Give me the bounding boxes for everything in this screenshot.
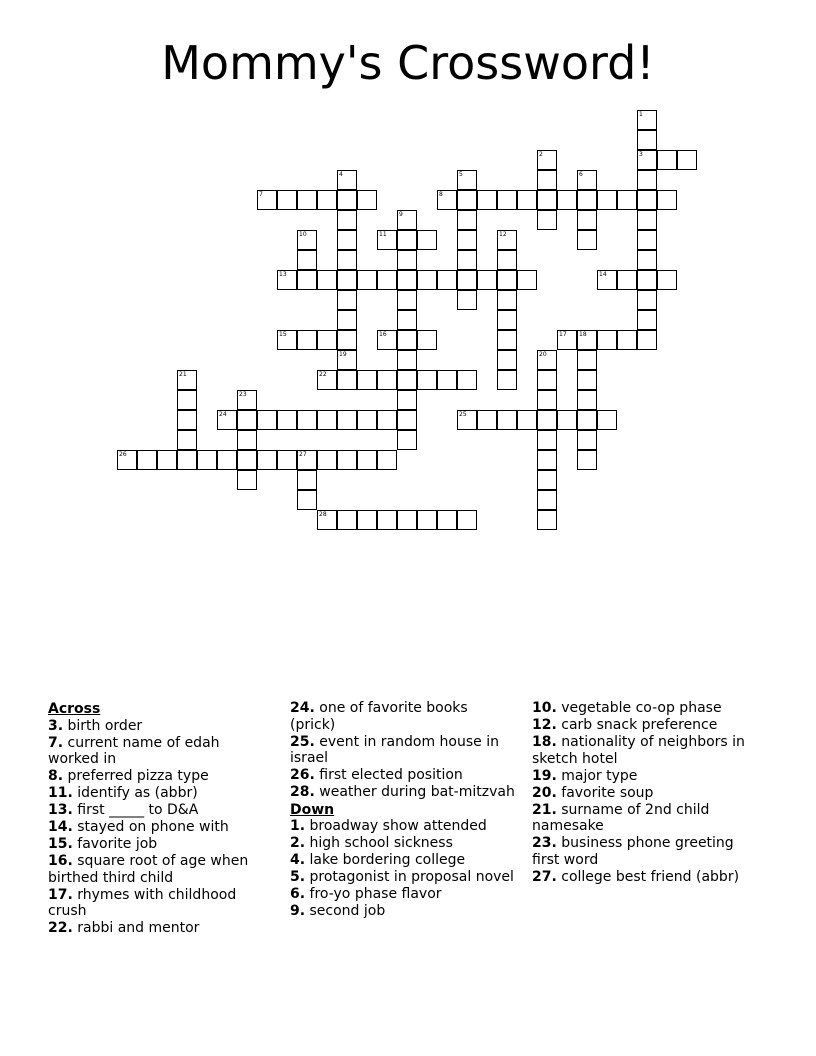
grid-cell[interactable] [237,450,257,470]
grid-cell[interactable] [477,270,497,290]
clue-number: 13 [279,271,287,278]
clue-item [290,767,515,784]
clues-column-3 [532,700,764,886]
clue-text: fro-yo phase flavor [305,886,442,902]
grid-cell[interactable] [317,450,337,470]
clue-number: 4 [339,171,343,178]
grid-cell[interactable] [437,190,457,210]
clue-text: current name of edah worked in [48,734,220,767]
clue-number: 12 [499,231,507,238]
grid-cell[interactable] [637,130,657,150]
clue-number: 24 [219,411,227,418]
grid-cell[interactable] [397,230,417,250]
clue-item [290,734,515,767]
grid-cell[interactable] [117,450,137,470]
clue-number: 21. [532,801,557,818]
grid-cell[interactable] [357,450,377,470]
clue-item [48,785,273,802]
grid-cell[interactable] [637,270,657,290]
clue-number: 16. [48,853,73,869]
grid-cell[interactable] [497,270,517,290]
grid-cell[interactable] [437,370,457,390]
clue-item [532,768,764,785]
clue-text: preferred pizza type [63,768,209,784]
clue-number: 11 [379,231,387,238]
grid-cell[interactable] [277,410,297,430]
grid-cell[interactable] [577,190,597,210]
grid-cell[interactable] [537,190,557,210]
grid-cell[interactable] [457,270,477,290]
grid-cell[interactable] [657,190,677,210]
clue-number: 22 [319,371,327,378]
clue-text: square root of age when birthed third child [48,853,249,886]
clue-text: business phone greeting first word [532,835,734,868]
grid-cell[interactable] [617,190,637,210]
clue-text: event in random house in israel [290,733,499,766]
clue-text: carb snack preference [556,717,718,733]
grid-cell[interactable] [177,370,197,390]
clue-number: 20. [532,784,557,801]
grid-cell[interactable] [497,330,517,350]
grid-cell[interactable] [277,190,297,210]
clue-item [532,717,764,734]
clue-number: 19 [339,351,347,358]
grid-cell[interactable] [577,350,597,370]
grid-cell[interactable] [497,250,517,270]
grid-cell[interactable] [417,510,437,530]
clue-text: high school sickness [305,835,453,851]
grid-cell[interactable] [197,450,217,470]
grid-cell[interactable] [357,410,377,430]
grid-cell[interactable] [297,450,317,470]
clue-number: 10 [299,231,307,238]
grid-cell[interactable] [477,410,497,430]
grid-cell[interactable] [637,210,657,230]
grid-cell[interactable] [557,330,577,350]
clue-item [290,818,515,835]
clue-number: 28 [319,511,327,518]
clue-number: 5 [459,171,463,178]
grid-cell[interactable] [377,270,397,290]
clue-item [48,887,273,920]
clue-item [532,700,764,717]
clue-text: one of favorite books (prick) [290,700,468,733]
grid-cell[interactable] [417,330,437,350]
grid-cell[interactable] [637,190,657,210]
grid-cell[interactable] [537,370,557,390]
grid-cell[interactable] [377,370,397,390]
grid-cell[interactable] [337,370,357,390]
clue-item [48,836,273,853]
clue-text: lake bordering college [305,852,466,868]
clue-item [290,700,515,733]
grid-cell[interactable] [257,410,277,430]
clue-item [48,718,273,735]
clue-number: 1 [639,111,643,118]
grid-cell[interactable] [457,170,477,190]
grid-cell[interactable] [337,290,357,310]
grid-cell[interactable] [497,410,517,430]
grid-cell[interactable] [317,410,337,430]
clue-item [48,802,273,819]
clue-number: 26. [290,767,315,783]
grid-cell[interactable] [237,470,257,490]
grid-cell[interactable] [317,190,337,210]
grid-cell[interactable] [637,310,657,330]
grid-cell[interactable] [237,410,257,430]
grid-cell[interactable] [337,450,357,470]
grid-cell[interactable] [537,390,557,410]
grid-cell[interactable] [337,510,357,530]
grid-cell[interactable] [417,270,437,290]
grid-cell[interactable] [257,450,277,470]
grid-cell[interactable] [577,390,597,410]
clue-number: 4. [290,852,306,868]
clue-item [48,819,273,836]
grid-cell[interactable] [297,270,317,290]
grid-cell[interactable] [397,410,417,430]
clue-text: birth order [63,717,143,734]
grid-cell[interactable] [617,270,637,290]
clue-item [532,835,764,868]
grid-cell[interactable] [237,390,257,410]
grid-cell[interactable] [377,510,397,530]
clue-number: 19. [532,767,557,784]
grid-cell[interactable] [577,210,597,230]
grid-cell[interactable] [397,270,417,290]
clue-text: weather during bat-mitzvah [314,784,515,800]
grid-cell[interactable] [457,510,477,530]
grid-cell[interactable] [397,330,417,350]
grid-cell[interactable] [397,310,417,330]
clue-item [532,869,764,886]
grid-cell[interactable] [537,450,557,470]
grid-cell[interactable] [497,230,517,250]
grid-cell[interactable] [637,330,657,350]
clue-text: college best friend (abbr) [556,868,740,885]
grid-cell[interactable] [377,230,397,250]
clue-number: 1. [290,818,306,834]
grid-cell[interactable] [397,350,417,370]
grid-cell[interactable] [237,430,257,450]
grid-cell[interactable] [517,190,537,210]
clue-number: 28. [290,784,315,800]
clue-text: nationality of neighbors in sketch hotel [532,734,745,767]
grid-cell[interactable] [397,390,417,410]
grid-cell[interactable] [277,330,297,350]
grid-cell[interactable] [217,410,237,430]
clue-number: 12. [532,717,557,733]
grid-cell[interactable] [397,510,417,530]
grid-cell[interactable] [657,150,677,170]
grid-cell[interactable] [397,430,417,450]
grid-cell[interactable] [337,170,357,190]
grid-cell[interactable] [297,230,317,250]
grid-cell[interactable] [437,270,457,290]
grid-cell[interactable] [417,230,437,250]
page-title: Mommy's Crossword! [161,36,655,90]
grid-cell[interactable] [397,370,417,390]
grid-cell[interactable] [377,450,397,470]
grid-cell[interactable] [377,330,397,350]
grid-cell[interactable] [597,270,617,290]
grid-cell[interactable] [397,210,417,230]
grid-cell[interactable] [537,170,557,190]
grid-cell[interactable] [297,470,317,490]
grid-cell[interactable] [337,230,357,250]
grid-cell[interactable] [277,450,297,470]
grid-cell[interactable] [357,270,377,290]
grid-cell[interactable] [557,190,577,210]
clue-number: 7 [259,191,263,198]
clue-text: vegetable co-op phase [556,700,722,716]
grid-cell[interactable] [177,410,197,430]
grid-cell[interactable] [337,210,357,230]
grid-cell[interactable] [537,430,557,450]
grid-cell[interactable] [637,150,657,170]
grid-cell[interactable] [377,410,397,430]
clue-number: 27 [299,451,307,458]
clue-text: second job [305,903,386,919]
clue-number: 17 [559,331,567,338]
grid-cell[interactable] [497,310,517,330]
grid-cell[interactable] [537,490,557,510]
clue-number: 3 [639,151,643,158]
clue-number: 23. [532,835,557,851]
clue-number: 15. [48,836,73,852]
clue-item [290,835,515,852]
clue-item [290,886,515,903]
grid-cell[interactable] [157,450,177,470]
clue-item [532,785,764,802]
grid-cell[interactable] [637,250,657,270]
grid-cell[interactable] [577,330,597,350]
clue-number: 11. [48,785,73,801]
clue-number: 13. [48,802,73,818]
grid-cell[interactable] [577,450,597,470]
grid-cell[interactable] [637,170,657,190]
grid-cell[interactable] [537,470,557,490]
grid-cell[interactable] [597,330,617,350]
grid-cell[interactable] [677,150,697,170]
grid-cell[interactable] [337,270,357,290]
grid-cell[interactable] [277,270,297,290]
clue-number: 21 [179,371,187,378]
grid-cell[interactable] [297,410,317,430]
grid-cell[interactable] [497,290,517,310]
clue-text: protagonist in proposal novel [305,869,514,885]
clue-number: 14. [48,819,73,835]
grid-cell[interactable] [497,190,517,210]
clue-number: 6 [579,171,583,178]
grid-cell[interactable] [177,450,197,470]
clue-number: 22. [48,920,73,936]
grid-cell[interactable] [497,350,517,370]
clue-text: favorite job [72,836,158,852]
clue-item [48,853,273,886]
clue-number: 25. [290,733,315,750]
grid-cell[interactable] [297,330,317,350]
clue-number: 8 [439,191,443,198]
grid-cell[interactable] [337,310,357,330]
grid-cell[interactable] [217,450,237,470]
grid-cell[interactable] [457,370,477,390]
clue-text: identify as (abbr) [72,785,198,801]
clue-text: first _____ to D&A [72,802,199,818]
grid-cell[interactable] [337,190,357,210]
grid-cell[interactable] [657,270,677,290]
clue-text: major type [556,767,638,784]
clue-text: broadway show attended [305,818,487,834]
clue-item [532,802,764,835]
grid-cell[interactable] [517,270,537,290]
clue-number: 16 [379,331,387,338]
grid-cell[interactable] [577,230,597,250]
grid-cell[interactable] [437,510,457,530]
clue-item [48,920,273,937]
clue-text: rhymes with childhood crush [48,886,237,919]
clue-number: 2 [539,151,543,158]
clue-number: 18. [532,734,557,750]
grid-cell[interactable] [537,510,557,530]
clue-text: favorite soup [556,784,654,801]
grid-cell[interactable] [317,330,337,350]
clue-number: 25 [459,411,467,418]
grid-cell[interactable] [577,410,597,430]
clue-number: 7. [48,734,64,751]
grid-cell[interactable] [397,290,417,310]
grid-cell[interactable] [297,250,317,270]
grid-cell[interactable] [577,430,597,450]
grid-cell[interactable] [457,210,477,230]
clue-number: 8. [48,768,64,784]
grid-cell[interactable] [357,510,377,530]
grid-cell[interactable] [337,350,357,370]
grid-cell[interactable] [317,270,337,290]
clues-column-2 [290,700,515,920]
grid-cell[interactable] [257,190,277,210]
across-heading: Across [48,701,101,717]
grid-cell[interactable] [537,150,557,170]
grid-cell[interactable] [537,410,557,430]
clue-number: 5. [290,869,306,885]
grid-cell[interactable] [177,390,197,410]
grid-cell[interactable] [457,410,477,430]
grid-cell[interactable] [337,410,357,430]
clue-number: 27. [532,868,557,885]
clue-number: 24. [290,700,315,716]
clues-column-1 [48,700,273,937]
grid-cell[interactable] [417,370,437,390]
clue-item [48,768,273,785]
grid-cell[interactable] [457,190,477,210]
grid-cell[interactable] [477,190,497,210]
grid-cell[interactable] [177,430,197,450]
grid-cell[interactable] [457,250,477,270]
grid-cell[interactable] [637,230,657,250]
grid-cell[interactable] [357,190,377,210]
clue-number: 10. [532,700,557,716]
grid-cell[interactable] [297,190,317,210]
clue-number: 2. [290,835,306,851]
grid-cell[interactable] [537,210,557,230]
down-heading: Down [290,801,335,818]
clue-number: 17. [48,886,73,903]
clue-item [290,852,515,869]
clue-text: surname of 2nd child namesake [532,801,710,834]
clue-text: stayed on phone with [72,819,229,835]
clue-number: 3. [48,717,64,734]
clue-number: 23 [239,391,247,398]
grid-cell[interactable] [577,170,597,190]
grid-cell[interactable] [397,250,417,270]
grid-cell[interactable] [597,410,617,430]
clue-number: 26 [119,451,127,458]
clue-text: first elected position [314,767,463,783]
clue-item [48,735,273,768]
clue-item [290,784,515,801]
grid-cell[interactable] [357,370,377,390]
clue-number: 20 [539,351,547,358]
grid-cell[interactable] [337,250,357,270]
grid-cell[interactable] [637,110,657,130]
grid-cell[interactable] [317,370,337,390]
grid-cell[interactable] [577,370,597,390]
clue-item [290,903,515,920]
grid-cell[interactable] [557,410,577,430]
clue-number: 6. [290,886,306,902]
clue-number: 14 [599,271,607,278]
clue-number: 18 [579,331,587,338]
grid-cell[interactable] [617,330,637,350]
grid-cell[interactable] [637,290,657,310]
grid-cell[interactable] [497,370,517,390]
clue-text: rabbi and mentor [72,920,200,936]
grid-cell[interactable] [297,490,317,510]
grid-cell[interactable] [337,330,357,350]
grid-cell[interactable] [537,350,557,370]
grid-cell[interactable] [457,230,477,250]
clue-number: 9 [399,211,403,218]
grid-cell[interactable] [137,450,157,470]
clue-item [290,869,515,886]
grid-cell[interactable] [597,190,617,210]
grid-cell[interactable] [457,290,477,310]
clue-item [532,734,764,767]
clue-number: 15 [279,331,287,338]
grid-cell[interactable] [317,510,337,530]
clue-number: 9. [290,903,306,919]
grid-cell[interactable] [517,410,537,430]
